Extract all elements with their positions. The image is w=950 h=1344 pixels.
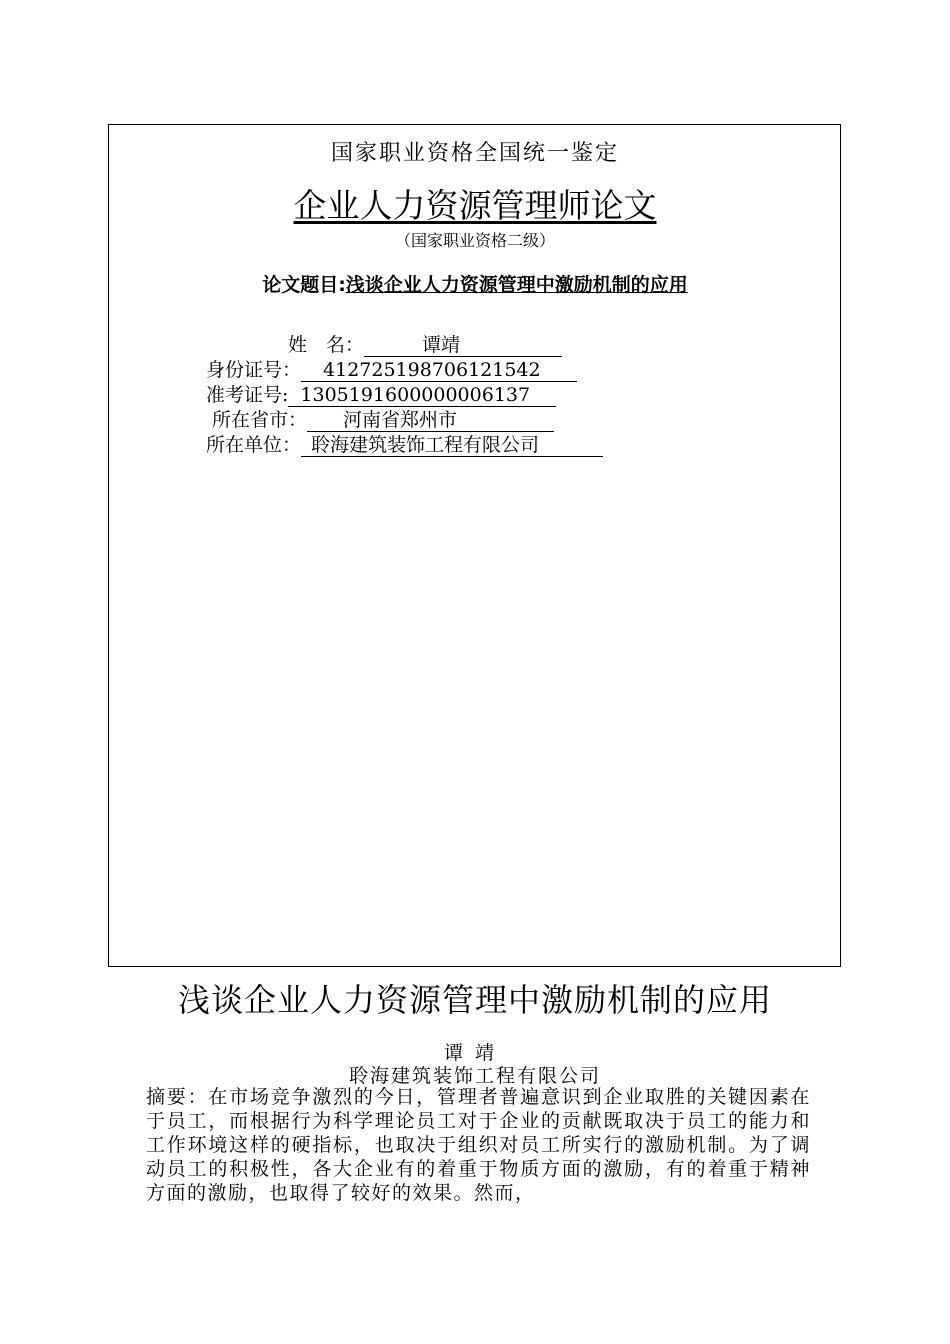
exam-number-row (206, 383, 556, 407)
province-value: 河南省郑州市 (307, 409, 554, 432)
exam-number-label: 准考证号: (206, 384, 289, 406)
unit-label: 所在单位： (206, 434, 302, 456)
paper-heading: 企业人力资源管理师论文 (293, 186, 657, 225)
name-value: 谭靖 (364, 334, 562, 357)
qualification-level: （国家职业资格二级） (394, 231, 555, 250)
author-name: 谭靖 (443, 1042, 506, 1064)
paper-topic (0, 270, 950, 297)
unit-value: 聆海建筑装饰工程有限公司 (301, 434, 603, 457)
exam-number-value: 1305191600000006137 (288, 384, 556, 407)
name-row (288, 333, 562, 357)
unit-row (206, 433, 603, 457)
name-label: 姓 名： (288, 334, 365, 356)
topic-value: 浅谈企业人力资源管理中激励机制的应用 (345, 274, 688, 296)
province-row (212, 408, 554, 432)
id-row (206, 358, 577, 382)
article-title: 浅谈企业人力资源管理中激励机制的应用 (177, 981, 772, 1019)
author-company: 聆海建筑装饰工程有限公司 (348, 1065, 601, 1087)
province-label: 所在省市： (212, 409, 308, 431)
id-value: 412725198706121542 (301, 359, 577, 382)
abstract-paragraph: 摘要：在市场竞争激烈的今日，管理者普遍意识到企业取胜的关键因素在于员工，而根据行为科学理论员工对于企业的贡献既取决于员工的能力和工作环境这样的硬指标，也取决于组织对员工所实行的激励机制。为了调动员工的积极性，各大企业有的着重于物质方面的激励，有的着重于精神方面的激励，也取得了较好的效果。然而， (146, 1086, 811, 1204)
topic-label: 论文题目: (262, 274, 346, 296)
exam-line: 国家职业资格全国统一鉴定 (330, 141, 619, 166)
id-label: 身份证号： (206, 359, 302, 381)
